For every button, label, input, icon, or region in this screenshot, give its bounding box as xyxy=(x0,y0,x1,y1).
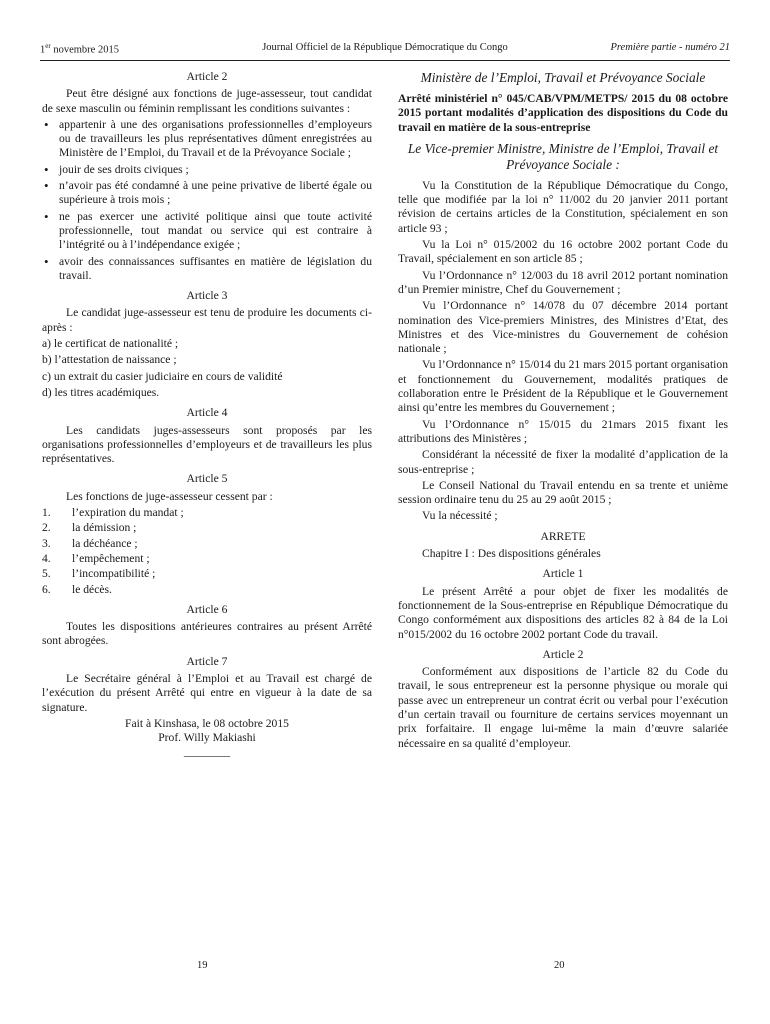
article-6-text: Toutes les dispositions antérieures contraires au présent Arrêté sont abrogées. xyxy=(42,620,372,648)
left-column xyxy=(42,70,372,760)
page-number-left: 19 xyxy=(197,960,208,971)
list-item: 4. l’empêchement ; xyxy=(42,551,150,565)
list-item: • ne pas exercer une activité politique ainsi que toute activité professionnelle, tout mandat ou service qui est contraire à l’intégrité ou à l’indépendance exigée ; xyxy=(42,210,372,253)
article-3-documents-list xyxy=(42,337,372,400)
visa-paragraph: Considérant la nécessité de fixer la modalité d’application de la sous-entreprise ; xyxy=(398,448,728,476)
article-5-causes-list xyxy=(42,506,372,597)
arrete-heading: ARRETE xyxy=(540,529,586,543)
chapter-heading: Chapitre I : Des dispositions générales xyxy=(422,547,601,561)
article-2-text: Conformément aux dispositions de l’article 82 du Code du travail, le sous entrepreneur est la personne physique ou morale qui passe avec un entrepreneur un contrat écrit ou verbal pour l’exécution d’un certain travail ou fourniture de certains services moyennant un prix forfaitaire. Il engage lui-même la main d’œuvre salariée nécessaire en sa qualité d’employeur. xyxy=(398,665,728,750)
signature-place-date: Fait à Kinshasa, le 08 octobre 2015 xyxy=(125,716,289,730)
article-7-heading: Article 7 xyxy=(186,654,228,668)
list-item: • jouir de ses droits civiques ; xyxy=(42,163,372,177)
visa-paragraph: Vu l’Ordonnance n° 12/003 du 18 avril 2012 portant nomination d’un Premier ministre, Chef du Gouvernement ; xyxy=(398,268,728,296)
visa-paragraph: Vu la nécessité ; xyxy=(422,509,498,523)
article-5-heading: Article 5 xyxy=(186,472,228,486)
article-3-heading: Article 3 xyxy=(186,289,228,303)
article-1-heading: Article 1 xyxy=(542,567,584,581)
page-header xyxy=(40,42,730,56)
article-1-text: Le présent Arrêté a pour objet de fixer les modalités de fonctionnement de la Sous-entreprise en République Démocratique du Congo conformément aux dispositions des articles 82 à 84 de la Loi n°015/2002 du 16 octobre 2002 portant Code du travail. xyxy=(398,584,728,641)
signatory-name: Prof. Willy Makiashi xyxy=(158,731,256,745)
article-2-intro: Peut être désigné aux fonctions de juge-assesseur, tout candidat de sexe masculin ou féminin remplissant les conditions suivantes : xyxy=(42,87,372,115)
page-number-right: 20 xyxy=(554,960,565,971)
list-item: 6. le décès. xyxy=(42,582,112,596)
visa-paragraph: Le Conseil National du Travail entendu en sa trente et unième session ordinaire tenu du 25 au 29 août 2015 ; xyxy=(398,478,728,507)
list-item: b) l’attestation de naissance ; xyxy=(42,353,177,367)
article-2-conditions-list xyxy=(42,118,372,283)
list-item: 2. la démission ; xyxy=(42,521,137,535)
article-5-intro: Les fonctions de juge-assesseur cessent par : xyxy=(66,489,273,503)
visa-paragraph: Vu la Loi n° 015/2002 du 16 octobre 2002 portant Code du Travail, spécialement en son article 85 ; xyxy=(398,238,728,266)
vice-minister-heading: Le Vice-premier Ministre, Ministre de l’Emploi, Travail et Prévoyance Sociale : xyxy=(407,140,719,172)
article-2-heading: Article 2 xyxy=(542,647,584,661)
list-item: • n’avoir pas été condamné à une peine privative de liberté égale ou supérieure à trois mois ; xyxy=(42,179,372,208)
header-issue: Première partie - numéro 21 xyxy=(610,42,730,53)
visa-paragraph: Vu l’Ordonnance n° 15/014 du 21 mars 2015 portant organisation et fonctionnement du Gouvernement, modalités pratiques de collaboration entre le Président de la République et le Gouvernement ainsi qu’entre les membres du Gouvernement ; xyxy=(398,358,728,415)
list-item: • appartenir à une des organisations professionnelles d’employeurs ou de travailleurs les plus représentatives dûment enregistrées au Ministère de l’Emploi, du Travail et de la Prévoyance Sociale ; xyxy=(42,118,372,161)
article-6-heading: Article 6 xyxy=(186,602,228,616)
article-4-text: Les candidats juges-assesseurs sont proposés par les organisations professionnelles d’employeurs et de travailleurs les plus représentatives. xyxy=(42,423,372,466)
visa-paragraph: Vu la Constitution de la République Démocratique du Congo, telle que modifiée par la loi n° 11/002 du 20 janvier 2011 portant révision de certains articles de la Constitution, spécialement en son article 93 ; xyxy=(398,178,728,235)
visa-paragraph: Vu l’Ordonnance n° 14/078 du 07 décembre 2014 portant nomination des Vice-premiers Ministres, des Ministres d’Etat, des Ministres et des Vice-ministres du Gouvernement de cohésion nationale ; xyxy=(398,299,728,356)
header-date: 1er novembre 2015 xyxy=(40,42,119,56)
list-item: • avoir des connaissances suffisantes en matière de législation du travail. xyxy=(42,255,372,284)
article-3-intro: Le candidat juge-assesseur est tenu de produire les documents ci-après : xyxy=(42,306,372,334)
list-item: 1. l’expiration du mandat ; xyxy=(42,506,184,520)
arrete-title: Arrêté ministériel n° 045/CAB/VPM/METPS/ 2015 du 08 octobre 2015 portant modalités d’application des dispositions du Code du travail en matière de la sous-entreprise xyxy=(398,92,728,134)
ministry-heading: Ministère de l’Emploi, Travail et Prévoyance Sociale xyxy=(420,70,706,85)
list-item: 3. la déchéance ; xyxy=(42,536,138,550)
article-2-heading: Article 2 xyxy=(186,70,228,83)
header-journal-title: Journal Officiel de la République Démocratique du Congo xyxy=(262,42,508,53)
article-4-heading: Article 4 xyxy=(186,406,228,420)
end-rule: ________ xyxy=(183,745,231,759)
list-item: 5. l’incompatibilité ; xyxy=(42,567,156,581)
header-divider xyxy=(40,60,730,61)
article-7-text: Le Secrétaire général à l’Emploi et au Travail est chargé de l’exécution du présent Arrêté qui entre en vigueur à la date de sa signature. xyxy=(42,671,372,714)
list-item: c) un extrait du casier judiciaire en cours de validité xyxy=(42,369,283,383)
list-item: a) le certificat de nationalité ; xyxy=(42,337,179,351)
list-item: d) les titres académiques. xyxy=(42,385,160,399)
visa-paragraph: Vu l’Ordonnance n° 15/015 du 21mars 2015 fixant les attributions des Ministères ; xyxy=(398,417,728,445)
right-column xyxy=(398,70,728,753)
